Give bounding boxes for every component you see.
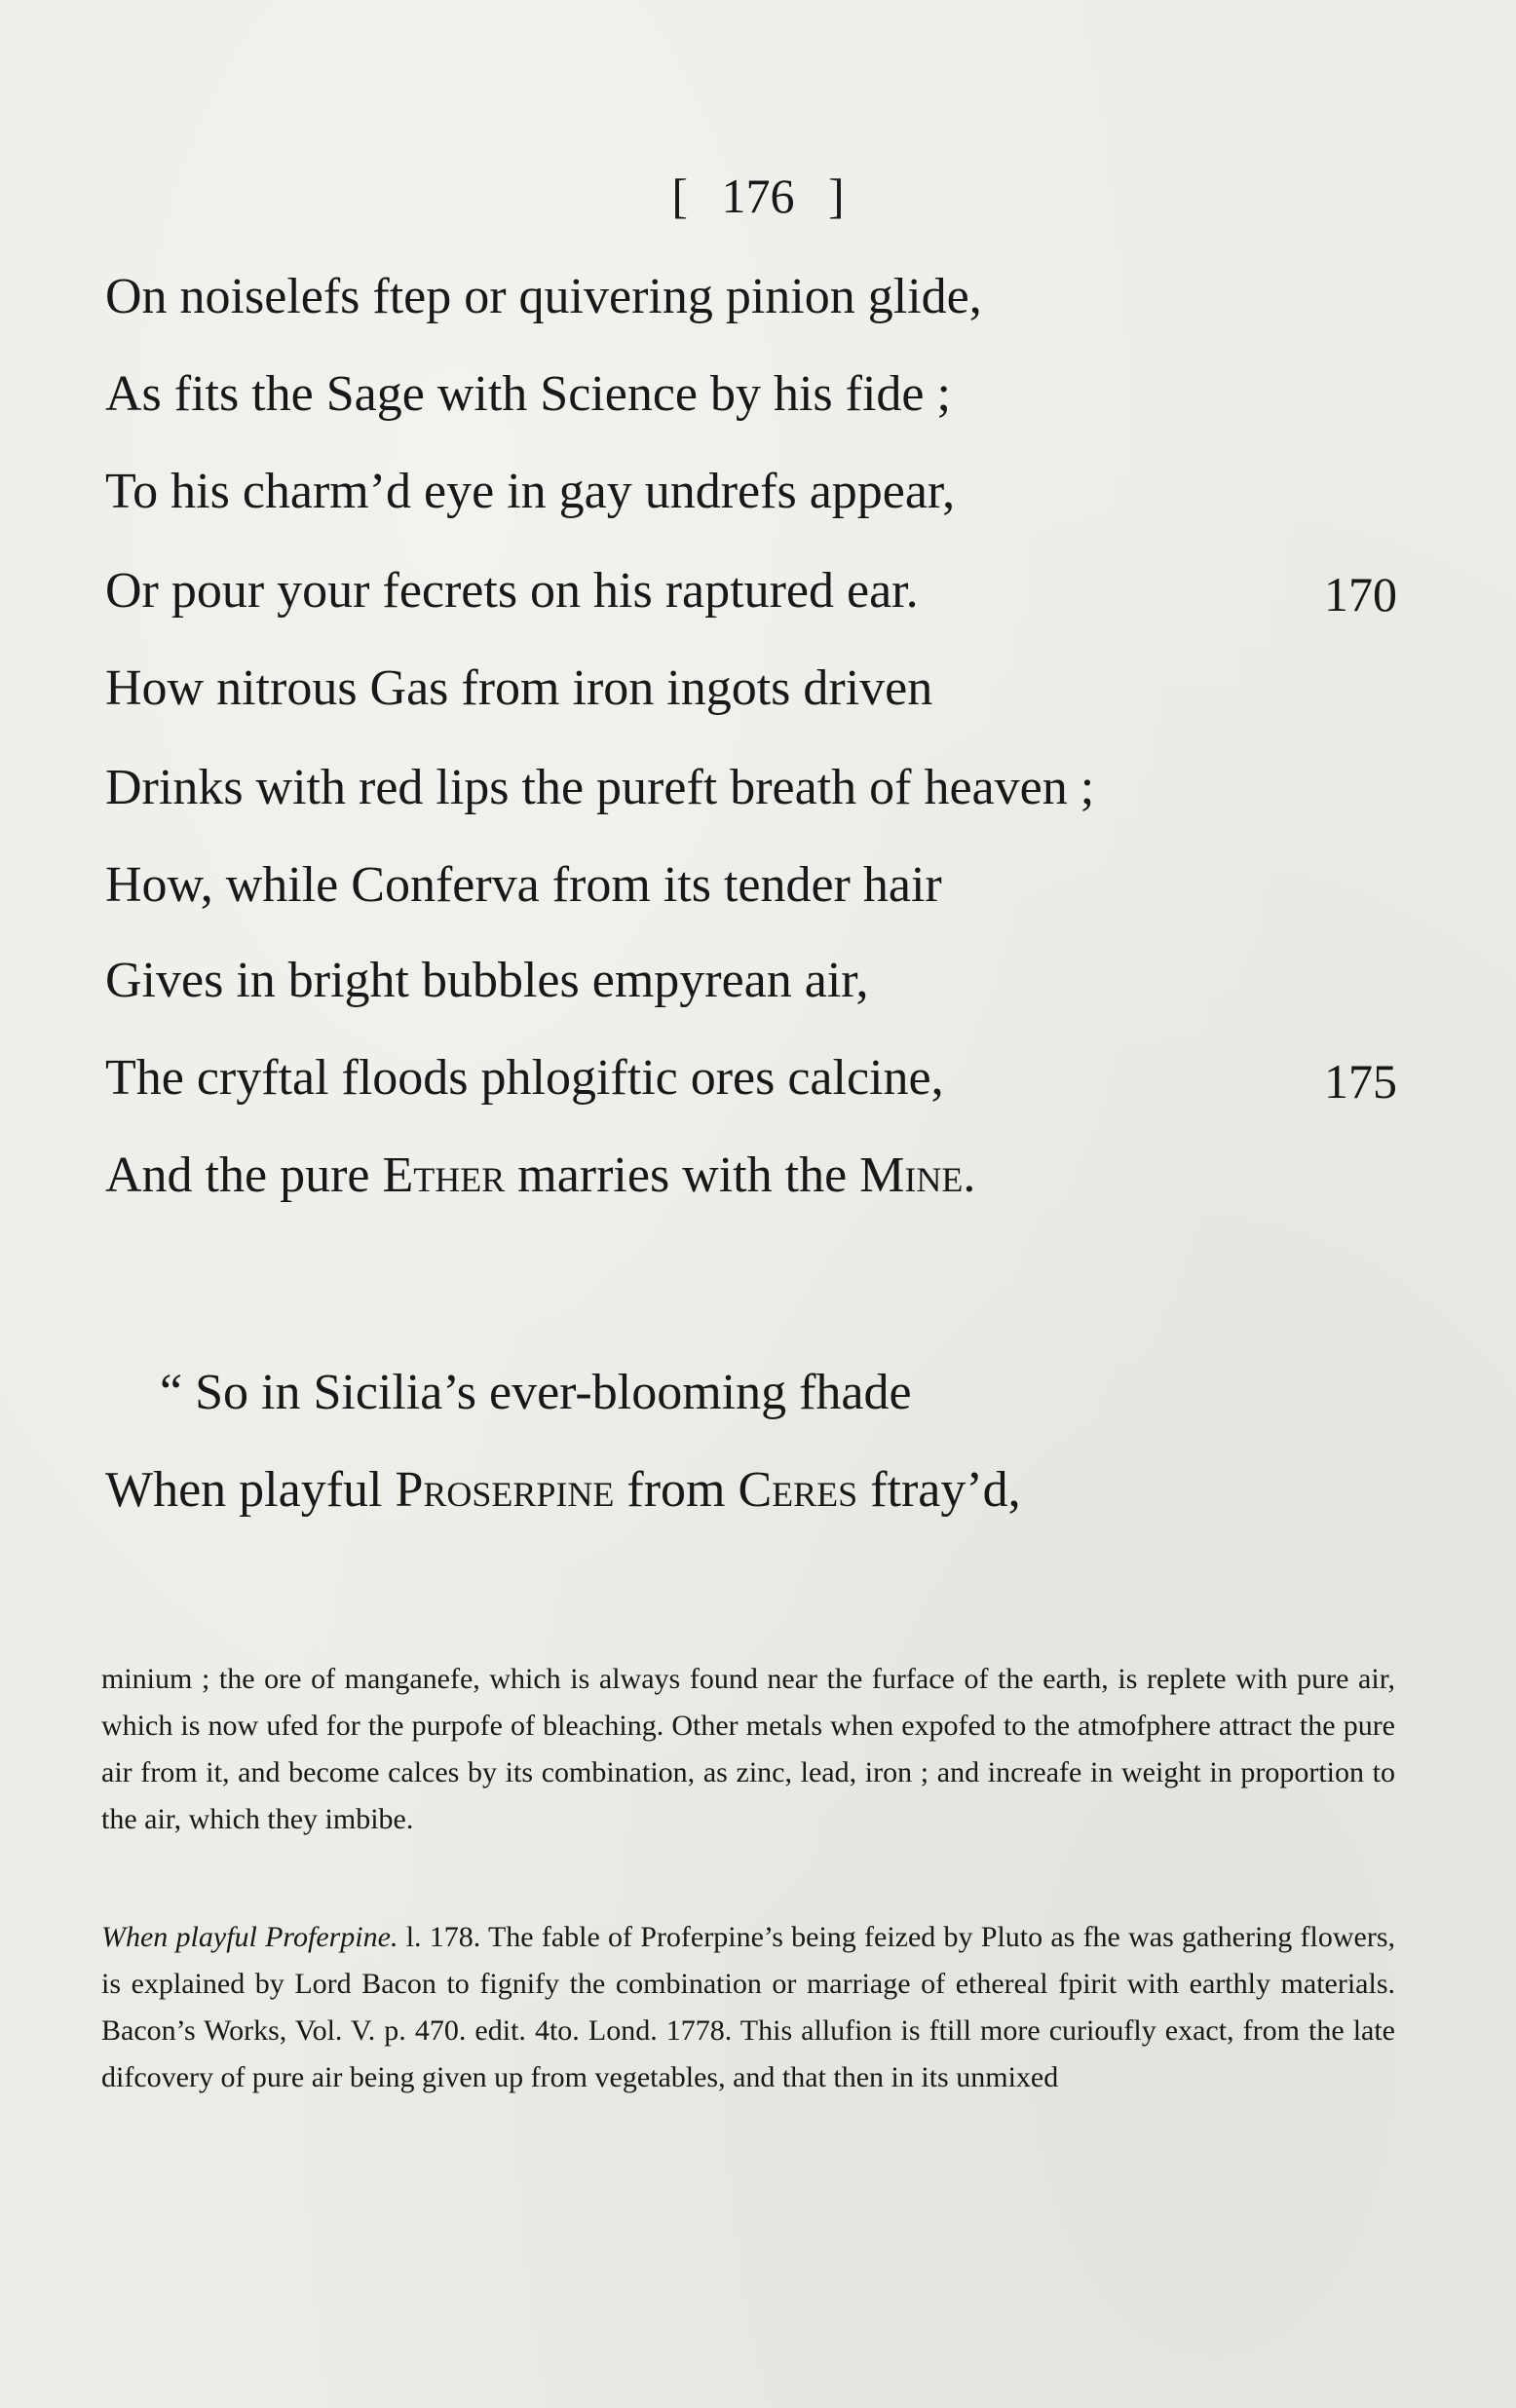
verse-line: Or pour your fecrets on his raptured ear. <box>105 563 919 619</box>
ceres-word: Ceres <box>738 1462 858 1518</box>
header-open-bracket: [ <box>671 169 688 223</box>
page-number: 176 <box>721 169 795 223</box>
footnote-minium <box>101 1656 1395 1843</box>
verse-text: ftray’d, <box>857 1462 1021 1518</box>
footnote-text: minium ; the ore of manganefe, which is always found near the furface of the earth, is replete with pure air, which is now ufed for the purpofe of bleaching. Other metals when expofed to the atmofphere attract the pure air from it, and become calces by its combination, as zinc, lead, iron ; and increafe in weight in proportion to the air, which they imbibe. <box>101 1663 1395 1835</box>
verse-line: Gives in bright bubbles empyrean air, <box>105 953 869 1008</box>
page-header <box>0 168 1516 224</box>
verse-line: “ So in Sicilia’s ever-blooming fhade <box>160 1365 912 1420</box>
verse-line: How, while Conferva from its tender hair <box>105 857 942 913</box>
verse-text: When playful <box>105 1462 396 1518</box>
line-number: 170 <box>1324 567 1397 621</box>
footnote-proserpine <box>101 1914 1395 2101</box>
verse-line: As fits the Sage with Science by his fide ; <box>105 366 951 422</box>
verse-text: And the pure <box>105 1148 383 1203</box>
verse-line: To his charm’d eye in gay undrefs appear, <box>105 464 956 519</box>
footnote-lead: When playful Proferpine. <box>101 1921 398 1953</box>
verse-text: . <box>963 1148 976 1203</box>
verse-line: How nitrous Gas from iron ingots driven <box>105 660 933 716</box>
verse-line <box>105 1461 1021 1519</box>
verse-line: Drinks with red lips the pureft breath of heaven ; <box>105 760 1095 815</box>
verse-text: marries with the <box>505 1148 860 1203</box>
line-number: 175 <box>1324 1054 1397 1109</box>
proserpine-word: Proserpine <box>395 1462 615 1518</box>
verse-line <box>105 1147 975 1204</box>
footnote-text <box>101 1914 1395 2101</box>
verse-line: The cryftal floods phlogiftic ores calcine, <box>105 1050 944 1106</box>
header-close-bracket: ] <box>828 169 845 223</box>
mine-word: Mine <box>859 1148 964 1203</box>
verse-line: On noiselefs ftep or quivering pinion glide, <box>105 269 982 324</box>
ether-word: Ether <box>382 1148 506 1203</box>
verse-text: from <box>614 1462 739 1518</box>
footnote-body: l. 178. The fable of Proferpine’s being feized by Pluto as fhe was gathering flowers, is explained by Lord Bacon to fignify the combination or marriage of ethereal fpirit with earthly materials. Bacon’s Works, Vol. V. p. 470. edit. 4to. Lond. 1778. This allufion is ftill more curioufly exact, from the late difcovery of pure air being given up from vegetables, and that then in its unmixed <box>101 1921 1395 2093</box>
